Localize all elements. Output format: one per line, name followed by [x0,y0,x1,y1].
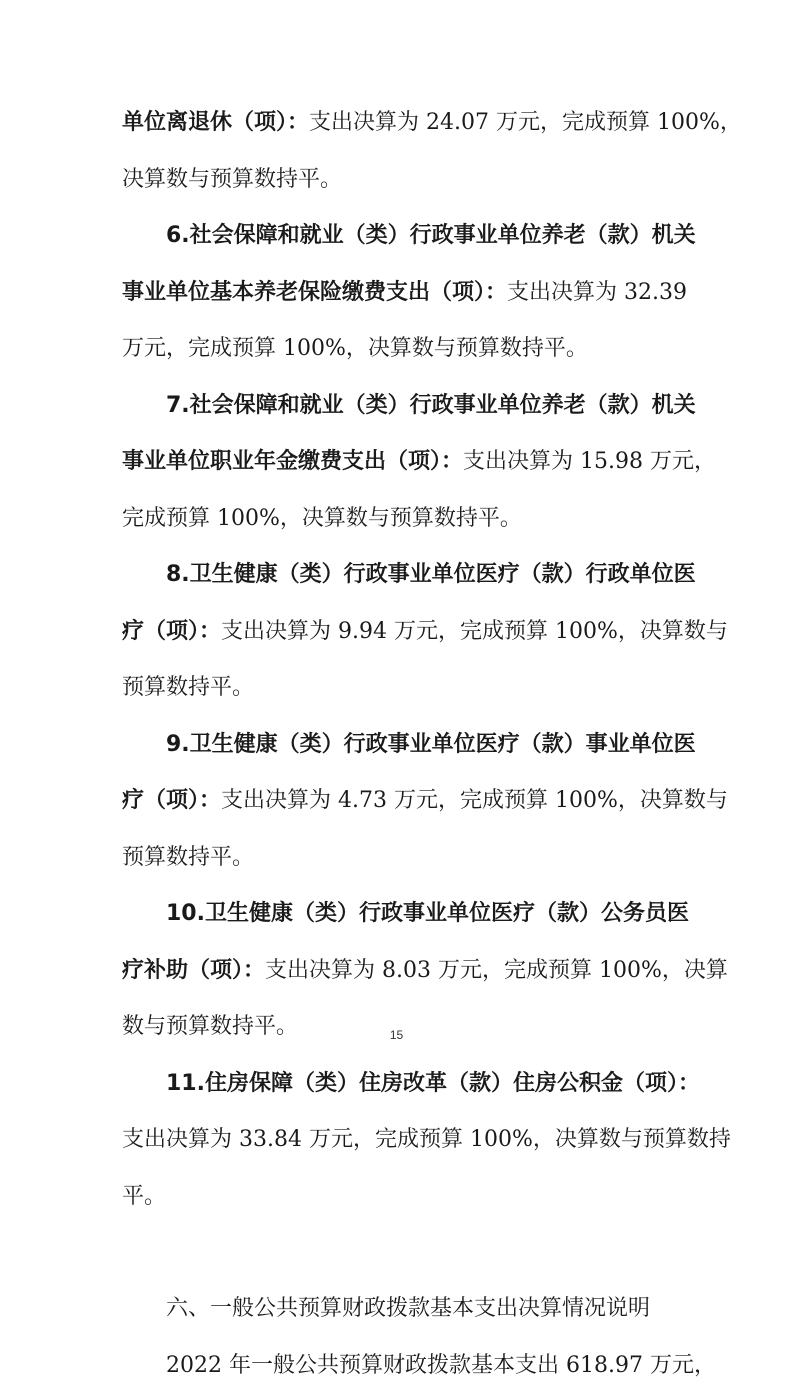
item8-title-line-1: 8.卫生健康（类）行政事业单位医疗（款）行政单位医 [122,547,674,604]
item9-title-line-2: 疗（项）： [122,788,221,813]
item6-text: 支出决算为 32.39 [507,280,687,305]
item9-line-3: 预算数持平。 [122,830,674,887]
item6-line-3: 万元，完成预算 100%，决算数与预算数持平。 [122,321,674,378]
item10-text: 支出决算为 8.03 万元，完成预算 100%，决算 [265,958,728,983]
item7-text: 支出决算为 15.98 万元， [463,449,716,474]
item9-line-2 [122,773,674,830]
item10-line-3: 数与预算数持平。 [122,999,674,1056]
item5-text: 支出决算为 24.07 万元，完成预算 100%， [309,110,742,135]
item10-title-line-1: 10.卫生健康（类）行政事业单位医疗（款）公务员医 [122,886,674,943]
item5-line-1 [122,95,674,152]
item10-line-2 [122,943,674,1000]
document-page [122,95,674,1394]
section-heading: 六、一般公共预算财政拨款基本支出决算情况说明 [122,1281,674,1338]
item8-title-line-2: 疗（项）： [122,619,221,644]
item11-title-line-1: 11.住房保障（类）住房改革（款）住房公积金（项）： [122,1056,674,1113]
item9-text: 支出决算为 4.73 万元，完成预算 100%，决算数与 [221,788,728,813]
item7-title-line-2: 事业单位职业年金缴费支出（项）： [122,449,463,474]
page-number: 15 [0,1028,793,1042]
item5-title: 单位离退休（项）： [122,110,309,135]
item6-line-2 [122,265,674,322]
item8-text: 支出决算为 9.94 万元，完成预算 100%，决算数与 [221,619,728,644]
section-spacer [122,1225,674,1281]
item11-line-3: 平。 [122,1169,674,1226]
item8-line-2 [122,604,674,661]
item9-title-line-1: 9.卫生健康（类）行政事业单位医疗（款）事业单位医 [122,717,674,774]
item6-title-line-1: 6.社会保障和就业（类）行政事业单位养老（款）机关 [122,208,674,265]
item11-line-2: 支出决算为 33.84 万元，完成预算 100%，决算数与预算数持 [122,1112,674,1169]
section-first-line: 2022 年一般公共预算财政拨款基本支出 618.97 万元， [122,1338,674,1394]
item5-line-2: 决算数与预算数持平。 [122,152,674,209]
item7-line-2 [122,434,674,491]
item7-title-line-1: 7.社会保障和就业（类）行政事业单位养老（款）机关 [122,378,674,435]
item8-line-3: 预算数持平。 [122,660,674,717]
item7-line-3: 完成预算 100%，决算数与预算数持平。 [122,491,674,548]
item6-title-line-2: 事业单位基本养老保险缴费支出（项）： [122,280,507,305]
item10-title-line-2: 疗补助（项）： [122,958,265,983]
